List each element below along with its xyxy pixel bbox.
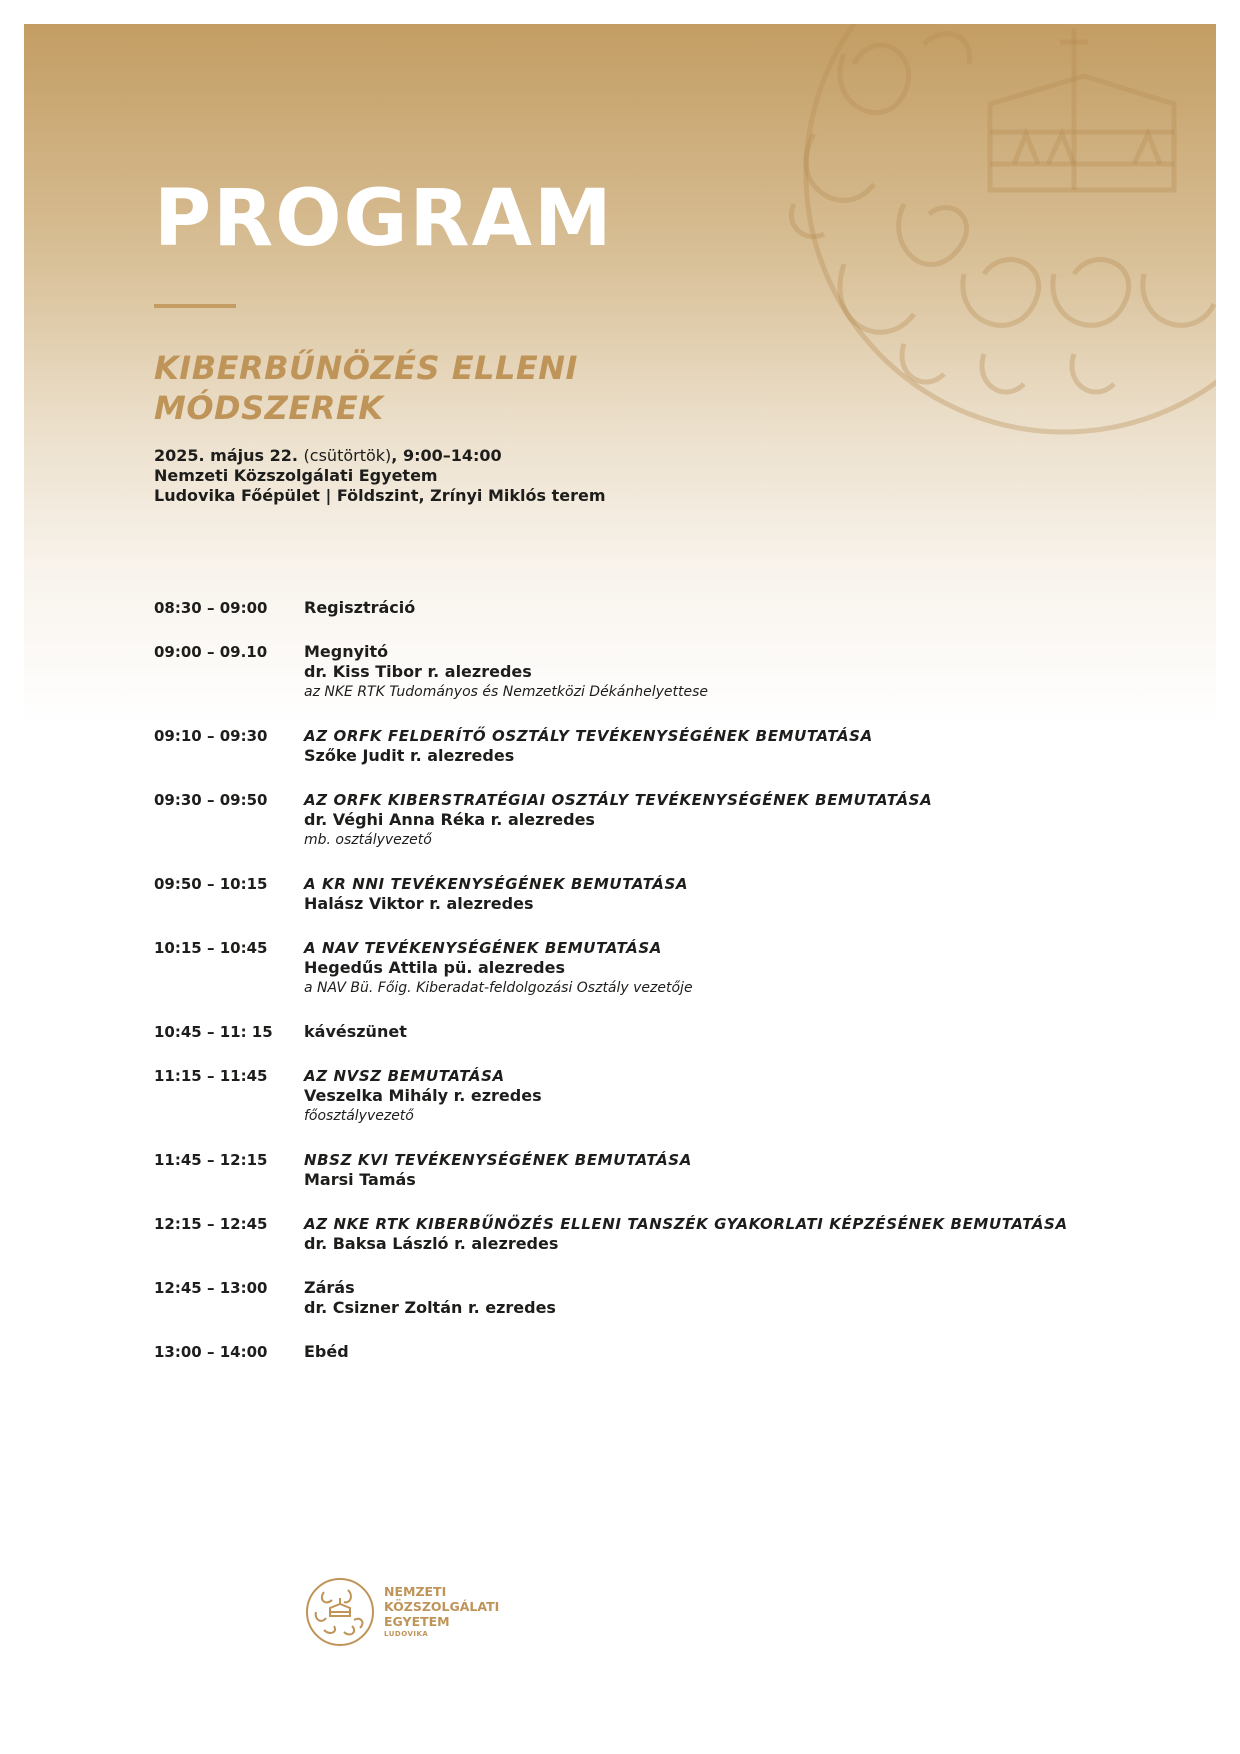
logo-wordmark bbox=[384, 1584, 499, 1640]
schedule-speaker: dr. Véghi Anna Réka r. alezredes bbox=[304, 810, 595, 829]
schedule-time: 13:00 – 14:00 bbox=[154, 1343, 268, 1361]
schedule-topic: A KR NNI TEVÉKENYSÉGÉNEK BEMUTATÁSA bbox=[304, 875, 689, 893]
schedule-time: 12:45 – 13:00 bbox=[154, 1279, 268, 1297]
event-date: 2025. május 22. bbox=[154, 446, 298, 465]
schedule-row bbox=[154, 1150, 1114, 1190]
schedule-row bbox=[154, 598, 1114, 618]
schedule-speaker-role: főosztályvezető bbox=[304, 1108, 414, 1124]
schedule-time: 09:30 – 09:50 bbox=[154, 791, 268, 809]
schedule-speaker: Marsi Tamás bbox=[304, 1170, 416, 1189]
subtitle-line-1: KIBERBŰNÖZÉS ELLENI bbox=[154, 349, 578, 387]
schedule-item-label: Zárás bbox=[304, 1278, 355, 1297]
schedule-speaker: dr. Csizner Zoltán r. ezredes bbox=[304, 1298, 556, 1317]
schedule-row bbox=[154, 790, 1114, 850]
schedule-speaker: Szőke Judit r. alezredes bbox=[304, 746, 515, 765]
event-weekday: (csütörtök) bbox=[303, 446, 392, 465]
schedule-row bbox=[154, 1022, 1114, 1042]
schedule-time: 08:30 – 09:00 bbox=[154, 599, 268, 617]
schedule-time: 09:10 – 09:30 bbox=[154, 727, 268, 745]
logo-line-3: EGYETEM bbox=[384, 1614, 450, 1629]
schedule-time: 10:45 – 11: 15 bbox=[154, 1023, 273, 1041]
logo-line-1: NEMZETI bbox=[384, 1584, 447, 1599]
logo-line-2: KÖZSZOLGÁLATI bbox=[384, 1599, 500, 1614]
schedule-time: 11:45 – 12:15 bbox=[154, 1151, 268, 1169]
event-date-line: 2025. május 22. (csütörtök), 9:00–14:00 bbox=[154, 446, 502, 465]
schedule-row bbox=[154, 1214, 1114, 1254]
schedule-item-label: kávészünet bbox=[304, 1022, 407, 1041]
schedule-row bbox=[154, 1342, 1114, 1362]
schedule-item-label: Regisztráció bbox=[304, 598, 416, 617]
schedule-topic: AZ ORFK FELDERÍTŐ OSZTÁLY TEVÉKENYSÉGÉNEK BEMUTATÁSA bbox=[304, 727, 873, 745]
schedule-speaker: Hegedűs Attila pü. alezredes bbox=[304, 958, 566, 977]
subtitle-line-2: MÓDSZEREK bbox=[154, 389, 384, 427]
logo-line-4: LUDOVIKA bbox=[384, 1630, 429, 1638]
event-time-range: 9:00–14:00 bbox=[402, 446, 502, 465]
page-title: PROGRAM bbox=[154, 174, 614, 264]
schedule-topic: AZ ORFK KIBERSTRATÉGIAI OSZTÁLY TEVÉKENYSÉGÉNEK BEMUTATÁSA bbox=[304, 791, 933, 809]
schedule-time: 11:15 – 11:45 bbox=[154, 1067, 268, 1085]
schedule-item-label: Ebéd bbox=[304, 1342, 349, 1361]
schedule-speaker: dr. Baksa László r. alezredes bbox=[304, 1234, 559, 1253]
schedule-item-label: Megnyitó bbox=[304, 642, 389, 661]
schedule-row bbox=[154, 874, 1114, 914]
schedule-topic: AZ NKE RTK KIBERBŰNÖZÉS ELLENI TANSZÉK GYAKORLATI KÉPZÉSÉNEK BEMUTATÁSA bbox=[304, 1215, 1068, 1233]
schedule-speaker: Veszelka Mihály r. ezredes bbox=[304, 1086, 542, 1105]
university-crest-icon bbox=[304, 1576, 376, 1648]
schedule-time: 10:15 – 10:45 bbox=[154, 939, 268, 957]
schedule-time: 09:00 – 09.10 bbox=[154, 643, 268, 661]
schedule-speaker-role: a NAV Bü. Főig. Kiberadat-feldolgozási Osztály vezetője bbox=[304, 980, 693, 996]
schedule-speaker: Halász Viktor r. alezredes bbox=[304, 894, 534, 913]
schedule-row bbox=[154, 1278, 1114, 1318]
schedule-topic: AZ NVSZ BEMUTATÁSA bbox=[304, 1067, 505, 1085]
schedule-time: 09:50 – 10:15 bbox=[154, 875, 268, 893]
schedule-topic: A NAV TEVÉKENYSÉGÉNEK BEMUTATÁSA bbox=[304, 939, 662, 957]
title-divider bbox=[154, 304, 236, 308]
event-venue: Ludovika Főépület | Földszint, Zrínyi Miklós terem bbox=[154, 486, 606, 505]
schedule-topic: NBSZ KVI TEVÉKENYSÉGÉNEK BEMUTATÁSA bbox=[304, 1151, 692, 1169]
schedule-row bbox=[154, 642, 1114, 702]
schedule-list bbox=[154, 598, 1114, 1386]
schedule-speaker: dr. Kiss Tibor r. alezredes bbox=[304, 662, 532, 681]
schedule-row bbox=[154, 938, 1114, 998]
schedule-speaker-role: mb. osztályvezető bbox=[304, 832, 432, 848]
event-info bbox=[154, 446, 606, 506]
university-logo bbox=[304, 1576, 499, 1648]
schedule-time: 12:15 – 12:45 bbox=[154, 1215, 268, 1233]
schedule-row bbox=[154, 726, 1114, 766]
schedule-speaker-role: az NKE RTK Tudományos és Nemzetközi Dékánhelyettese bbox=[304, 684, 709, 700]
schedule-row bbox=[154, 1066, 1114, 1126]
event-subtitle bbox=[154, 348, 854, 428]
event-institution: Nemzeti Közszolgálati Egyetem bbox=[154, 466, 438, 485]
